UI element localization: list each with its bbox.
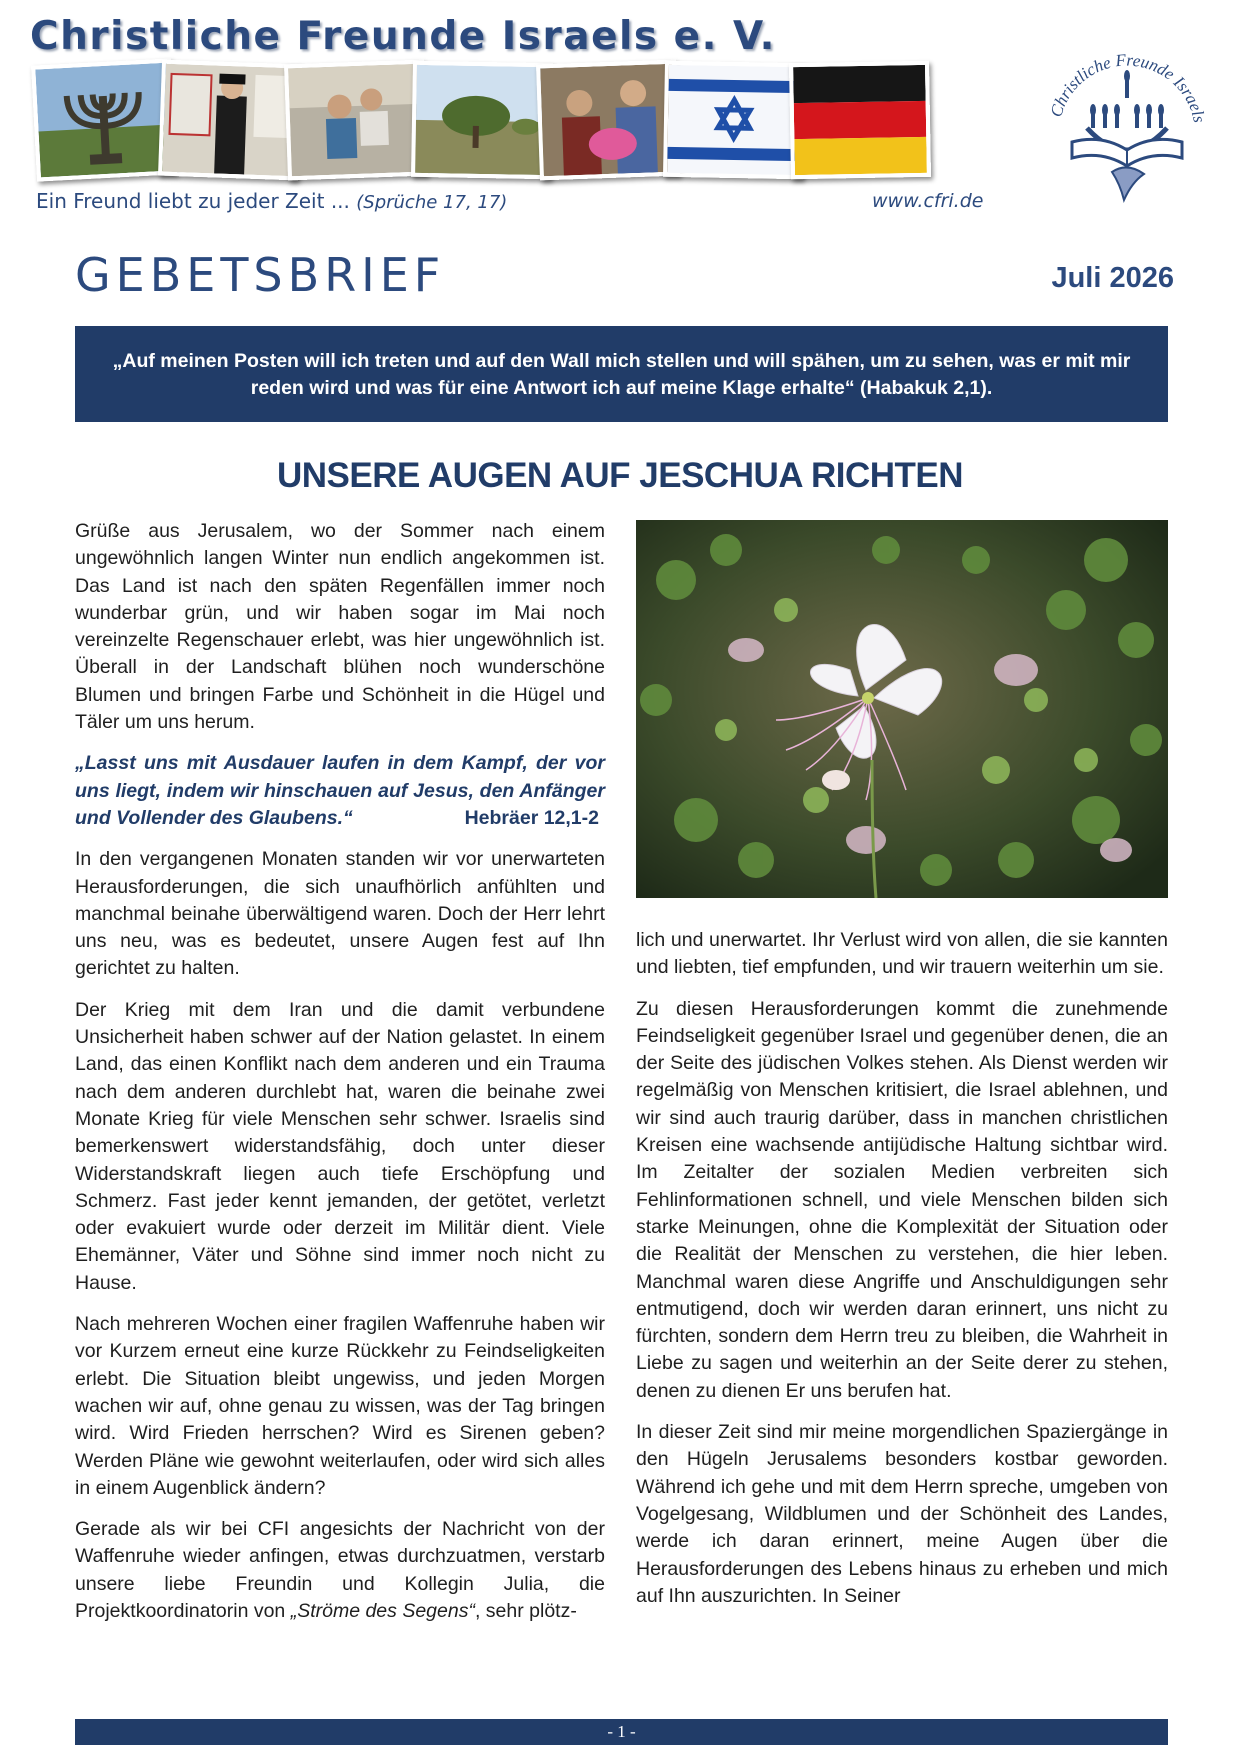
- logo-text: Christliche Freunde Israels: [1046, 50, 1210, 125]
- paragraph: Der Krieg mit dem Iran und die damit verbundene Unsicherheit haben schwer auf der Nation gelastet. In einem Land, das einen Konflikt nach dem anderen und ein Trauma nach dem anderen durchlebt hat, waren die beinahe zwei Monate Krieg für viele Menschen sehr schwer. Israelis sind bemerkenswert widerstandsfähig, doch unter dieser Widerstandskraft liegen auch tiefe Erschöpfung und Schmerz. Fast jeder kennt jemanden, der getötet, verletzt oder evakuiert wurde oder derzeit im Militär dient. Viele Ehemänner, Väter und Söhne sind immer noch nicht zu Hause.: [75, 998, 605, 1294]
- israel-flag-photo: [663, 61, 805, 179]
- newsletter-date: Juli 2026: [1051, 262, 1174, 294]
- article-column-left: [75, 518, 605, 1639]
- orthodox-man-photo: [158, 60, 302, 181]
- motto-banner: [75, 326, 1168, 422]
- bible-quote-reference: Hebräer 12,1-2: [464, 806, 599, 829]
- germany-flag-photo: [789, 61, 931, 179]
- bible-quote-text: „Lasst uns mit Ausdauer laufen in dem Kampf, der vor uns liegt, indem wir hinschauen auf Jesus, den Anfänger und Vollender des Glaubens.“: [75, 752, 605, 829]
- paragraph-text: Gerade als wir bei CFI angesichts der Nachricht von der Waffenruhe wieder anfingen, etwas durchzuatmen, verstarb unsere liebe Freundin und Kollegin Julia, die Projektkoordinatorin von: [75, 1518, 605, 1622]
- header-photo-strip: [34, 62, 1014, 184]
- motto-text: „Auf meinen Posten will ich treten und auf den Wall mich stellen und will spähen, um zu sehen, was er mit mir reden wird und was für eine Antwort ich auf meine Klage erhalte“ (Habakuk 2,1).: [112, 350, 1131, 399]
- menorah-photo: [31, 58, 177, 181]
- article-column-right: [636, 927, 1168, 1624]
- slogan: [36, 189, 507, 213]
- project-name: „Ströme des Segens“: [290, 1599, 475, 1622]
- paragraph: Nach mehreren Wochen einer fragilen Waffenruhe haben wir vor Kurzem erneut eine kurze Rückkehr zu Feindseligkeiten erlebt. Die Situation bleibt ungewiss, und jeden Morgen wachen wir auf, ohne genau zu wissen, was der Tag bringen wird. Wird Frieden herrschen? Wird es Sirenen geben? Werden Pläne wie gewohnt weiterlaufen, oder wird sich alles in einem Augenblick ändern?: [75, 1313, 605, 1499]
- paragraph: Zu diesen Herausforderungen kommt die zunehmende Feindseligkeit gegenüber Israel und gegenüber denen, die an der Seite des jüdischen Volkes stehen. Als Dienst werden wir regelmäßig von Menschen kritisiert, die Israel ablehnen, und wir sind auch traurig darüber, dass in manchen christlichen Kreisen eine wachsende antijüdische Haltung sichtbar wird. Im Zeitalter der sozialen Medien verbreiten sich Fehlinformationen schnell, und viele Menschen bilden sich starke Meinungen, ohne die Komplexität der Situation oder die Realität der Menschen zu verstehen, die hier leben. Manchmal waren diese Angriffe und Anschuldigungen sehr entmutigend, doch wir werden daran erinnert, uns nicht zu fürchten, sondern dem Herrn treu zu bleiben, die Wahrheit in Liebe zu sagen und weiterhin an der Seite derer zu stehen, denen zu dienen Er uns berufen hat.: [636, 997, 1168, 1402]
- paragraph-text: , sehr plötz-: [474, 1599, 577, 1622]
- website-link[interactable]: www.cfri.de: [872, 190, 984, 212]
- paragraph: lich und unerwartet. Ihr Verlust wird von allen, die sie kannten und liebten, tief empfunden, und wir trauern weiterhin um sie.: [636, 929, 1168, 979]
- paragraph: In dieser Zeit sind mir meine morgendlichen Spaziergänge in den Hügeln Jerusalems besonders kostbar geworden. Während ich gehe und mit dem Herrn spreche, umgeben von Vogelgesang, Wildblumen und der Schönheit des Landes, werde ich daran erinnert, meine Augen über die Herausforderungen des Lebens hinaus zu erheben und mich auf Ihn auszurichten. In Seiner: [636, 1421, 1168, 1607]
- paragraph: Grüße aus Jerusalem, wo der Sommer nach einem ungewöhnlich langen Winter nun endlich angekommen ist. Das Land ist nach den späten Regenfällen immer noch wunderbar grün, und wir haben sogar im Mai noch vereinzelte Regenschauer erlebt, was hier ungewöhnlich ist. Überall in der Landschaft blühen noch wunderschöne Blumen und bringen Farbe und Schönheit in die Hügel und Täler um uns herum.: [75, 520, 605, 734]
- organization-title: Christliche Freunde Israels e. V.: [30, 14, 776, 59]
- slogan-text: Ein Freund liebt zu jeder Zeit ...: [36, 189, 350, 213]
- bible-quote: [75, 750, 605, 832]
- paragraph: [75, 1516, 605, 1625]
- caper-flower-photo: [636, 520, 1168, 898]
- article-headline: UNSERE AUGEN AUF JESCHUA RICHTEN: [277, 456, 963, 495]
- kitchen-photo: [536, 60, 680, 181]
- paragraph: In den vergangenen Monaten standen wir vor unerwarteten Herausforderungen, die sich unaufhörlich anfühlten und manchmal beinahe überwältigend waren. Doch der Herr lehrt uns neu, was es bedeutet, unsere Augen fest auf Ihn gerichtet zu halten.: [75, 848, 605, 980]
- cfi-logo: [1032, 22, 1222, 212]
- slogan-reference: (Sprüche 17, 17): [356, 192, 508, 213]
- page-number: - 1 -: [607, 1722, 636, 1741]
- landscape-photo: [411, 61, 553, 179]
- footer-bar: [75, 1719, 1168, 1745]
- children-photo: [284, 60, 428, 181]
- newsletter-title: GEBETSBRIEF: [75, 248, 446, 302]
